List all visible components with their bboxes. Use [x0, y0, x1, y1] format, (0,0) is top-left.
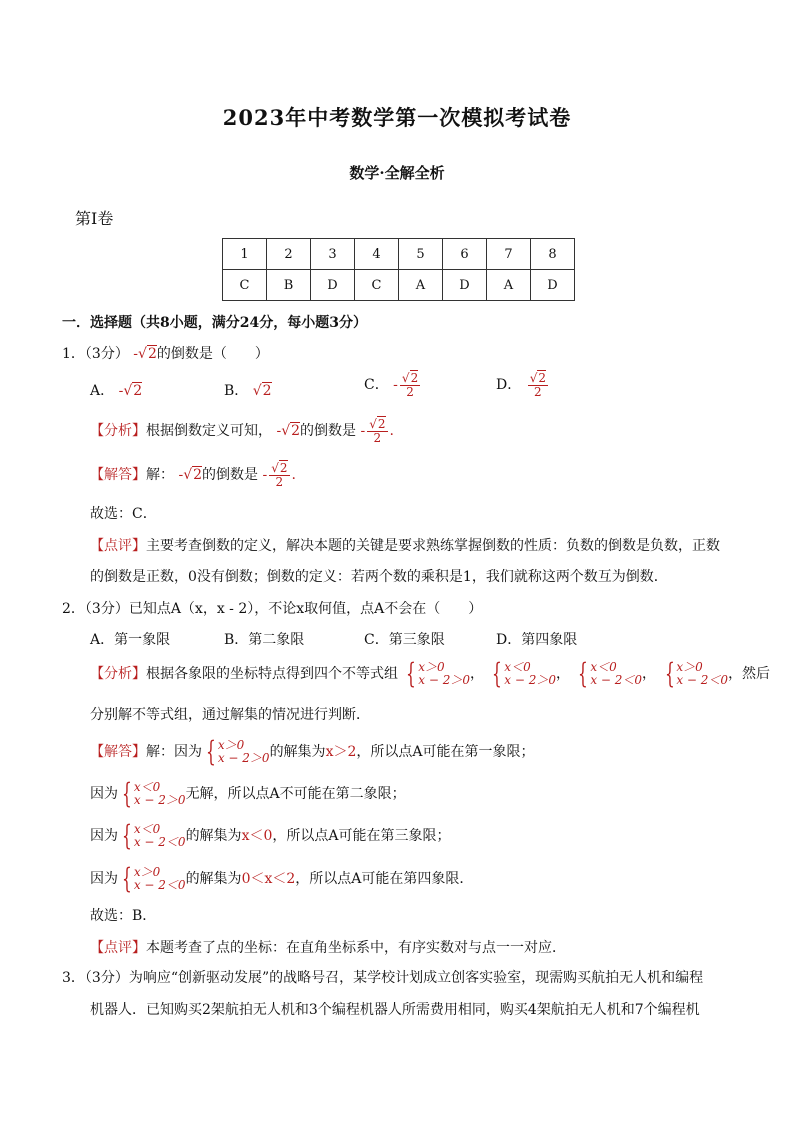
q2-solution-2 — [90, 777, 406, 810]
inequality: x − 2＜0 — [590, 673, 643, 687]
inequality-system: { x＜0 x − 2＜0 — [578, 657, 643, 690]
q1-option-d: D． $\frac{√2}{2}$ — [496, 371, 546, 399]
denominator: 2 — [373, 430, 382, 445]
radicand: 2 — [279, 461, 288, 475]
q1-number: 1．（3分） — [62, 346, 129, 362]
page-title: 2023年中考数学第一次模拟考试卷 — [222, 105, 572, 130]
radicand: 2 — [538, 371, 546, 385]
q2-stem: 2．（3分）已知点A（x，x - 2），不论x取何值，点A不会在（ ） — [62, 601, 483, 617]
comma: ， — [556, 666, 571, 682]
option-label: A． — [90, 383, 115, 399]
answer-number: 4 — [355, 239, 399, 270]
inequality: x − 2＞0 — [217, 751, 270, 765]
analysis-text: 根据倒数定义可知， — [146, 423, 272, 440]
option-label: C． — [364, 377, 389, 394]
radicand: 2 — [410, 371, 419, 385]
inequality: x − 2＜0 — [133, 878, 186, 892]
inequality: x＜0 — [590, 660, 617, 675]
comment-tag: 【点评】 — [90, 538, 146, 554]
answer-letter: C — [355, 270, 399, 301]
inequality: x − 2＞0 — [133, 793, 186, 807]
inequality: x＞0 — [133, 865, 161, 880]
radicand: 2 — [377, 417, 386, 431]
q1-stem — [62, 343, 269, 363]
answer-number: 6 — [443, 239, 487, 270]
minus-sign: - — [178, 467, 184, 484]
minus-sign: - — [133, 346, 139, 362]
solution-set: x＞2 — [325, 744, 357, 760]
solution-text: 的解集为 — [269, 744, 326, 760]
inequality: x＞0 — [217, 738, 245, 753]
analysis-text: 的倒数是 — [300, 423, 357, 440]
solution-text: 因为 — [90, 786, 118, 802]
minus-sign: - — [393, 377, 398, 394]
solution-text: ，所以点A可能在第三象限； — [272, 828, 451, 844]
q2-option-d: D．第四象限 — [496, 632, 578, 648]
denominator: 2 — [534, 384, 542, 399]
q2-choose: 故选：B． — [90, 908, 157, 924]
minus-sign: - — [118, 383, 124, 399]
solution-text: 解： — [146, 467, 174, 484]
comma: ， — [470, 666, 485, 682]
solution-text: 的解集为 — [185, 871, 242, 887]
answer-table-answers-row — [223, 270, 575, 301]
q1-option-b: B． √2 — [224, 383, 272, 399]
solution-tag: 【解答】 — [90, 744, 146, 760]
inequality: x＜0 — [504, 660, 531, 675]
solution-text: 的解集为 — [185, 828, 242, 844]
period: . — [389, 423, 394, 440]
solution-text: 无解，所以点A不可能在第二象限； — [185, 786, 406, 802]
page-subtitle: 数学·全解全析 — [349, 164, 445, 182]
solution-tag: 【解答】 — [90, 467, 146, 484]
inequality-system: { x＜0 x − 2＜0 — [122, 819, 186, 852]
q2-comment — [90, 937, 566, 957]
volume-label: 第Ⅰ卷 — [75, 209, 114, 228]
answer-table — [222, 238, 575, 301]
solution-set: 0＜x＜2 — [241, 871, 296, 887]
inequality-system: { x＞0 x − 2＜0 — [664, 657, 729, 690]
inequality: x − 2＜0 — [133, 835, 186, 849]
inequality-system: { x＜0 x − 2＞0 — [122, 777, 186, 810]
q1-analysis: 【分析】根据倒数定义可知， -√2的倒数是 - $\frac{√2}{2}$ . — [90, 417, 394, 445]
q1-comment — [90, 535, 720, 555]
analysis-tag: 【分析】 — [90, 423, 146, 440]
q1-option-a: A． -√2 — [90, 383, 143, 399]
section-heading: 一．选择题（共8小题，满分24分，每小题3分） — [62, 315, 367, 331]
inequality: x − 2＞0 — [418, 673, 471, 687]
q2-analysis — [90, 657, 771, 690]
inequality-system: { x＞0 x − 2＞0 — [406, 657, 471, 690]
q2-solution-3 — [90, 819, 451, 852]
radicand: 2 — [262, 383, 272, 399]
radicand: 2 — [193, 467, 203, 484]
answer-letter: C — [223, 270, 267, 301]
minus-sign: - — [262, 467, 268, 484]
radicand: 2 — [147, 346, 157, 362]
solution-text: ，所以点A可能在第四象限． — [295, 871, 474, 887]
inequality-system: { x＜0 x − 2＞0 — [492, 657, 557, 690]
inequality: x − 2＞0 — [504, 673, 557, 687]
answer-number: 5 — [399, 239, 443, 270]
inequality: x − 2＜0 — [676, 673, 729, 687]
radicand: 2 — [133, 383, 143, 399]
answer-letter: D — [531, 270, 575, 301]
inequality-system: { x＞0 x − 2＜0 — [122, 862, 186, 895]
answer-number: 1 — [223, 239, 267, 270]
radicand: 2 — [291, 423, 301, 440]
inequality: x＞0 — [676, 660, 703, 675]
inequality: x＞0 — [418, 660, 445, 675]
q3-stem-line1: 3．（3分）为响应“创新驱动发展”的战略号召，某学校计划成立创客实验室，现需购买航拍无人机和编程 — [62, 970, 704, 986]
solution-set: x＜0 — [241, 828, 273, 844]
comment-text: 主要考查倒数的定义，解决本题的关键是要求熟练掌握倒数的性质：负数的倒数是负数，正数 — [146, 538, 720, 554]
q2-analysis-line2: 分别解不等式组，通过解集的情况进行判断． — [90, 707, 370, 723]
inequality: x＜0 — [133, 780, 161, 795]
comment-text: 本题考查了点的坐标：在直角坐标系中，有序实数对与点一一对应． — [146, 940, 566, 956]
denominator: 2 — [406, 384, 414, 399]
period: . — [291, 467, 296, 484]
answer-letter: A — [487, 270, 531, 301]
answer-letter: D — [311, 270, 355, 301]
q1-choose: 故选：C． — [90, 506, 157, 522]
inequality-system: { x＞0 x − 2＞0 — [206, 735, 270, 768]
q1-comment-line2: 的倒数是正数，0没有倒数；倒数的定义：若两个数的乘积是1，我们就称这两个数互为倒数． — [90, 569, 668, 585]
answer-letter: A — [399, 270, 443, 301]
solution-text: 因为 — [90, 828, 118, 844]
answer-number: 3 — [311, 239, 355, 270]
minus-sign: - — [360, 423, 366, 440]
comma: ， — [642, 666, 657, 682]
solution-text: 因为 — [90, 871, 118, 887]
analysis-text: ，然后 — [728, 666, 771, 682]
q2-option-c: C．第三象限 — [364, 632, 445, 648]
q1-option-c: C． - $\frac{√2}{2}$ — [364, 371, 419, 399]
comment-tag: 【点评】 — [90, 940, 146, 956]
analysis-tag: 【分析】 — [90, 666, 146, 682]
answer-letter: B — [267, 270, 311, 301]
q2-solution-4 — [90, 862, 474, 895]
q1-solution: 【解答】解： -√2的倒数是 - $\frac{√2}{2}$ . — [90, 461, 296, 489]
q2-solution-1 — [90, 735, 535, 768]
answer-number: 7 — [487, 239, 531, 270]
solution-text: 解：因为 — [146, 744, 202, 760]
inequality: x＜0 — [133, 822, 161, 837]
q2-option-a: A．第一象限 — [90, 632, 171, 648]
q1-stem-expr: -√2 — [133, 346, 157, 362]
solution-text: ，所以点A可能在第一象限； — [356, 744, 535, 760]
answer-number: 2 — [267, 239, 311, 270]
q3-stem-line2: 机器人．已知购买2架航拍无人机和3个编程机器人所需费用相同，购买4架航拍无人机和7个编程机 — [90, 1002, 700, 1018]
q1-stem-suffix: 的倒数是（ ） — [156, 346, 269, 362]
answer-table-numbers-row — [223, 239, 575, 270]
answer-letter: D — [443, 270, 487, 301]
analysis-text: 根据各象限的坐标特点得到四个不等式组 — [146, 666, 398, 682]
option-label: D． — [496, 377, 522, 394]
minus-sign: - — [276, 423, 282, 440]
q2-option-b: B．第二象限 — [224, 632, 305, 648]
solution-text: 的倒数是 — [202, 467, 259, 484]
option-label: B． — [224, 383, 249, 399]
answer-number: 8 — [531, 239, 575, 270]
denominator: 2 — [275, 474, 284, 489]
